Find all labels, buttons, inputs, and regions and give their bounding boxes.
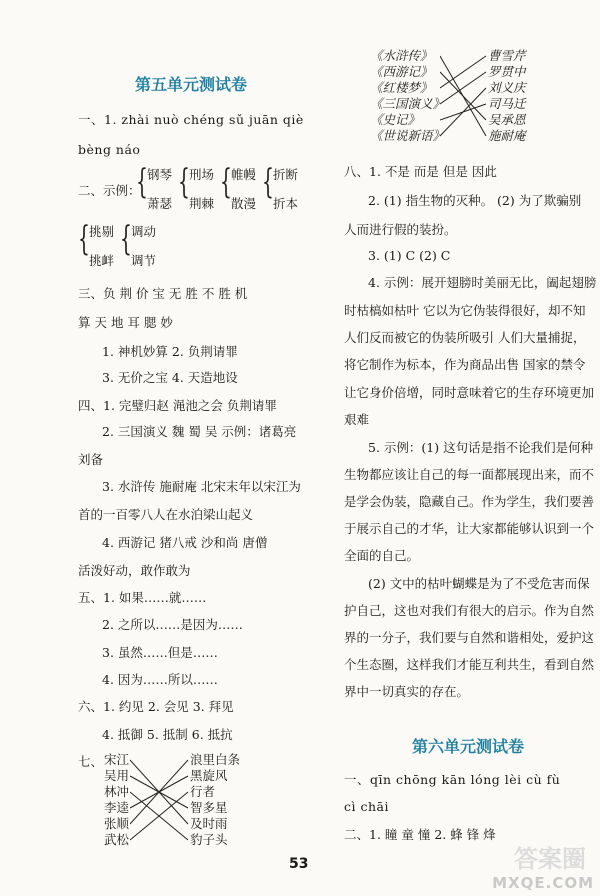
s6-a: 六、1. 约见 2. 会见 3. 拜见 (78, 699, 234, 714)
match-right-item: 刘义庆 (488, 80, 526, 95)
s2-g3a: 帷幔 (231, 167, 257, 182)
s8-j: 艰难 (344, 412, 370, 427)
s7-left-item: 武松 (104, 832, 130, 847)
s7-left-item: 宋江 (104, 752, 130, 767)
s8-k: 5. 示例：(1) 这句话是指不论我们是何种 (368, 440, 594, 455)
s7-prefix: 七、 (78, 754, 104, 769)
match-left-item: 《世说新语》 (370, 128, 446, 143)
s2-g5b: 挑衅 (89, 253, 115, 268)
s4-a: 四、1. 完璧归赵 渑池之会 负荆请罪 (78, 398, 277, 413)
brace-6: { (120, 219, 132, 259)
match-right-item: 曹雪芹 (488, 48, 526, 63)
s7-left-item: 张顺 (104, 816, 130, 831)
match-right-item: 罗贯中 (488, 64, 526, 79)
s8-s: 个生态圈，这样我们才能互利共生，看到自然 (344, 657, 595, 672)
match-left-item: 《红楼梦》 (370, 80, 433, 95)
s8-d: 3. (1) C (2) C (368, 248, 451, 263)
s7-right-item: 浪里白条 (190, 752, 241, 767)
s4-d: 3. 水浒传 施耐庵 北宋末年以宋江为 (102, 479, 301, 494)
s4-b: 2. 三国演义 魏 蜀 吴 示例：诸葛亮 (102, 424, 297, 439)
u6-b: cì chāi (344, 799, 389, 814)
s8-i: 让它身价倍增，同时意味着它的生存环境更加 (344, 385, 595, 400)
s2-g1a: 钢琴 (147, 167, 173, 182)
watermark-top: 答案圈 (514, 845, 586, 873)
match-left-item: 《水浒传》 (370, 48, 433, 63)
s2-g2a: 刑场 (189, 167, 215, 182)
s2-g2b: 荆棘 (189, 196, 215, 211)
s8-c: 人而进行假的装扮。 (344, 222, 457, 237)
s2-prefix: 二、示例： (78, 183, 141, 198)
s5-a: 五、1. 如果……就…… (78, 590, 207, 605)
s8-g: 人们反而被它的伪装所吸引 人们大量捕捉， (344, 330, 586, 345)
s8-r: 界的一分子，我们要与自然和谐相处，爱护这 (344, 630, 595, 645)
s3-line1: 三、负 荆 价 宝 无 胜 不 胜 机 (78, 286, 248, 301)
s6-b: 4. 抵御 5. 抵制 6. 抵抗 (102, 727, 233, 742)
s8-e: 4. 示例：展开翅膀时美丽无比，阖起翅膀 (368, 275, 597, 290)
s7-right-item: 智多星 (190, 800, 228, 815)
brace-2: { (178, 162, 190, 202)
s7-right-item: 行者 (190, 784, 216, 799)
s4-f: 4. 西游记 猪八戒 沙和尚 唐僧 (102, 535, 268, 550)
brace-5: { (78, 219, 90, 259)
watermark: MXQE.COM (492, 874, 594, 892)
s7-right-item: 及时雨 (190, 816, 228, 831)
s7-left-item: 李逵 (104, 800, 130, 815)
s7-left-item: 吴用 (104, 768, 130, 783)
s8-p: (2) 文中的枯叶蝴蝶是为了不受危害而保 (368, 576, 590, 591)
s7-matching-lines (130, 752, 190, 852)
unit5-title: 第五单元测试卷 (135, 75, 248, 94)
s5-c: 3. 虽然……但是…… (102, 645, 218, 660)
s2-g6a: 调动 (131, 224, 157, 239)
unit6-title: 第六单元测试卷 (412, 737, 525, 756)
s7-right-item: 豹子头 (190, 832, 228, 847)
s2-g6b: 调节 (131, 253, 157, 268)
s2-g5a: 挑剔 (89, 224, 115, 239)
u6-a: 一、qīn chōng kān lóng lèi cù fù (344, 772, 561, 787)
s8-o: 全面的自己。 (344, 548, 420, 563)
match-left-item: 《三国演义》 (370, 96, 446, 111)
match-lines (440, 48, 488, 148)
brace-3: { (220, 162, 232, 202)
s1-line1: 一、1. zhài nuò chéng sǔ juān qiè (78, 112, 304, 127)
s4-g: 活泼好动，敢作敢为 (78, 563, 191, 578)
s7-right-item: 黑旋风 (190, 768, 228, 783)
s3-a: 1. 神机妙算 2. 负荆请罪 (102, 344, 238, 359)
s8-n: 于展示自己的才华，让大家都能够认识到一个 (344, 521, 595, 536)
s5-d: 4. 因为……所以…… (102, 672, 218, 687)
s2-g3b: 散漫 (231, 196, 257, 211)
s2-g4b: 折本 (273, 196, 299, 211)
s8-b: 2. (1) 指生物的灭种。 (2) 为了欺骗别 (368, 193, 582, 208)
s5-b: 2. 之所以……是因为…… (102, 617, 243, 632)
s8-t: 界中一切真实的存在。 (344, 684, 470, 699)
match-left-item: 《史记》 (370, 112, 421, 127)
s7-left-item: 林冲 (104, 784, 130, 799)
s8-q: 护自己，这也对我们有很大的启示。作为自然 (344, 603, 595, 618)
s8-l: 生物都应该让自己的每一面都展现出来，而不 (344, 467, 595, 482)
s3-b: 3. 无价之宝 4. 天造地设 (102, 370, 238, 385)
s8-m: 是学会伪装，隐藏自己。作为学生，我们要善 (344, 494, 595, 509)
page-number: 53 (289, 856, 309, 872)
u6-c: 二、1. 瞳 童 憧 2. 蜂 锋 烽 (344, 827, 496, 842)
s2-g4a: 折断 (273, 167, 299, 182)
s8-h: 将它制作为标本，作为商品出售 国家的禁令 (344, 357, 586, 372)
s2-g1b: 萧瑟 (147, 196, 173, 211)
match-left-item: 《西游记》 (370, 64, 433, 79)
brace-1: { (136, 162, 148, 202)
brace-4: { (262, 162, 274, 202)
s3-line2: 算 天 地 耳 腮 妙 (78, 315, 173, 330)
match-right-item: 司马迁 (488, 96, 526, 111)
s8-a: 八、1. 不是 而是 但是 因此 (344, 164, 497, 179)
s8-f: 时枯槁如枯叶 它以为它伪装得很好，却不知 (344, 303, 586, 318)
s4-e: 首的一百零八人在水泊梁山起义 (78, 507, 254, 522)
match-right-item: 施耐庵 (488, 128, 526, 143)
match-right-item: 吴承恩 (488, 112, 526, 127)
s1-line2: bèng náo (78, 142, 141, 157)
s4-c: 刘备 (78, 452, 104, 467)
